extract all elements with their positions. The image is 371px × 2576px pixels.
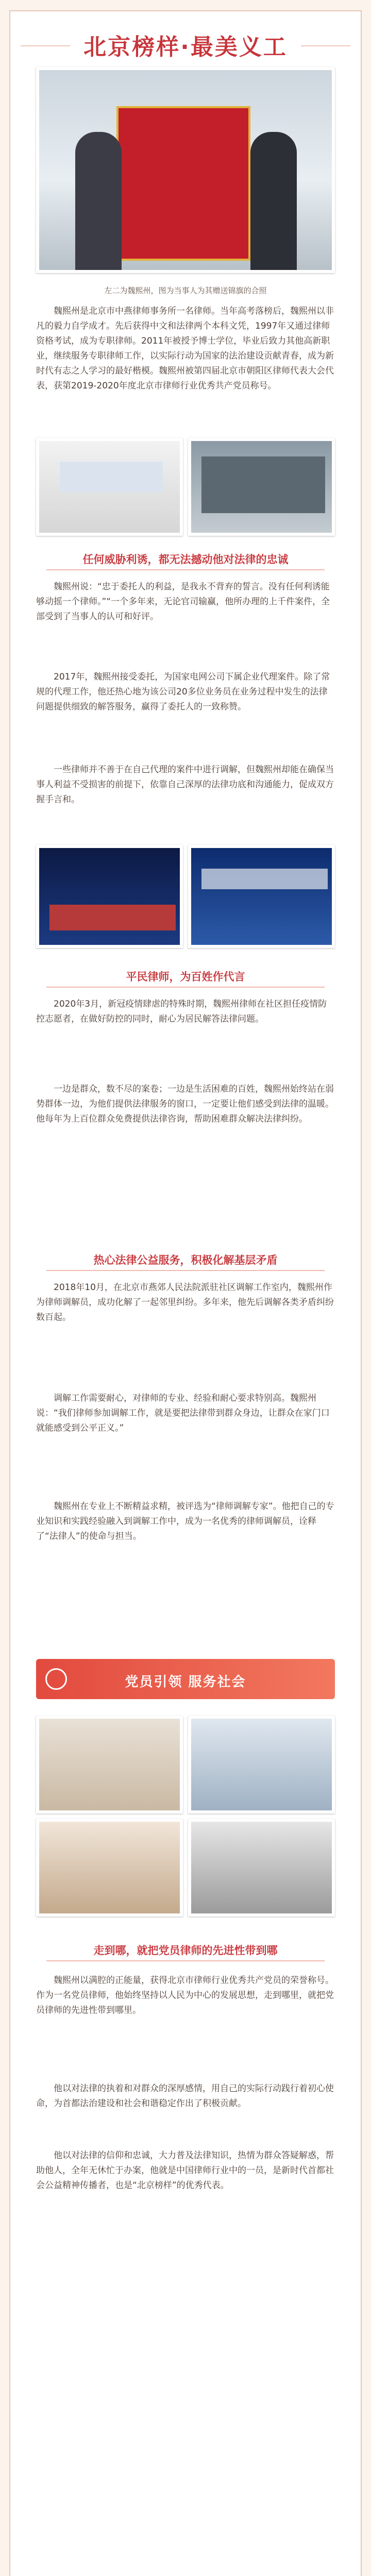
- section4-paragraph-2: 他以对法律的执着和对群众的深厚感情，用自己的实际行动践行着初心使命，为首都法治建设和社会和谐稳定作出了积极贡献。: [36, 2083, 334, 2109]
- section3-title: 热心法律公益服务，积极化解基层矛盾: [93, 1254, 278, 1266]
- section3-rule: [46, 1270, 325, 1271]
- page-title: 北京榜样·最美义工: [70, 28, 301, 61]
- community-photo-2: [188, 1716, 335, 1814]
- section2-paragraph-1: 2020年3月，新冠疫情肆虐的特殊时期，魏熙州律师在社区担任疫情防控志愿者，在做好防控的同时，耐心为居民解答法律问题。: [36, 999, 327, 1024]
- section2-rule: [46, 987, 325, 988]
- section1-rule: [46, 569, 325, 570]
- community-photo-3: [36, 1819, 183, 1917]
- section2-title: 平民律师，为百姓作代言: [126, 971, 245, 983]
- section2-paragraph-2: 一边是群众，数不尽的案卷；一边是生活困难的百姓，魏熙州始终站在弱势群体一边，为他们提供法律服务的窗口，一定要让他们感受到法律的温暖。他每年为上百位群众免费提供法律咨询，帮助困难群众解决法律纠纷。: [36, 1084, 334, 1124]
- meeting-photo-right: [188, 438, 335, 536]
- section3-paragraph-1: 2018年10月，在北京市燕郊人民法院派驻社区调解工作室内，魏熙州作为律师调解员，成功化解了一起邻里纠纷。多年来，他先后调解各类矛盾纠纷数百起。: [36, 1282, 334, 1323]
- section3-paragraph-3: 魏熙州在专业上不断精益求精，被评选为“律师调解专家”。他把自己的专业知识和实践经验融入到调解工作中，成为一名优秀的律师调解员，诠释了“法律人”的使命与担当。: [36, 1501, 334, 1541]
- hero-caption: 左二为魏熙州，图为当事人为其赠送锦旗的合照: [104, 286, 267, 295]
- section4-banner-label: 党员引领 服务社会: [125, 1674, 246, 1690]
- stage-photo-right: [188, 845, 335, 948]
- hero-photo: [36, 67, 335, 273]
- section4-title: 走到哪，就把党员律师的先进性带到哪: [93, 1944, 278, 1957]
- community-photo-1: [36, 1716, 183, 1814]
- section1-title: 任何威胁利诱，都无法撼动他对法律的忠诚: [82, 553, 289, 566]
- title-bar: [0, 28, 371, 61]
- meeting-photo-left: [36, 438, 183, 536]
- intro-paragraph: 魏熙州是北京市中燕律师事务所一名律师。当年高考落榜后，魏熙州以非凡的毅力自学成才。先后获得中文和法律两个本科文凭，1997年又通过律师资格考试，成为专职律师。2011年被授予博士学位，毕业后致力其他高新职业，继续服务专职律师工作，以实际行动为国家的法治建设贡献青春，成为新时代有志之人学习的最好楷模。魏熙州被第四届北京市朝阳区律师代表大会代表，获第2019-2020年度北京市律师行业优秀共产党员称号。: [36, 306, 334, 391]
- section1-paragraph-1: 魏熙州说：“忠于委托人的利益，是我永不背弃的誓言。没有任何利诱能够动摇一个律师。”“一个多年来，无论官司输赢，他所办理的上千件案件，全部受到了当事人的认可和好评。: [36, 582, 330, 622]
- section3-paragraph-2: 调解工作需要耐心，对律师的专业、经验和耐心要求特别高。魏熙州说：“我们律师参加调解工作，就是要把法律带到群众身边，让群众在家门口就能感受到公平正义。”: [36, 1393, 330, 1433]
- section4-paragraph-3: 他以对法律的信仰和忠诚，大力普及法律知识，热情为群众答疑解惑，帮助他人，全年无休忙于办案，他就是中国律师行业中的一员，是新时代首都社会公益精神传播者，也是“北京榜样”的优秀代表。: [36, 2150, 334, 2191]
- section4-paragraph-1: 魏熙州以满腔的正能量，获得北京市律师行业优秀共产党员的荣誉称号。作为一名党员律师，他始终坚持以人民为中心的发展思想，走到哪里，就把党员律师的先进性带到哪里。: [36, 1975, 334, 2015]
- section1-paragraph-3: 一些律师并不善于在自己代理的案件中进行调解，但魏熙州却能在确保当事人利益不受损害的前提下，依靠自己深厚的法律功底和沟通能力，促成双方握手言和。: [36, 765, 334, 805]
- community-photo-4: [188, 1819, 335, 1917]
- section4-banner: [36, 1659, 335, 1699]
- stage-photo-left: [36, 845, 183, 948]
- section4-rule: [46, 1960, 325, 1961]
- section1-paragraph-2: 2017年，魏熙州接受委托，为国家电网公司下属企业代理案件。除了常规的代理工作，他还热心地为该公司20多位业务员在业务过程中发生的法律问题提供细致的解答服务，赢得了委托人的一致称赞。: [36, 672, 330, 712]
